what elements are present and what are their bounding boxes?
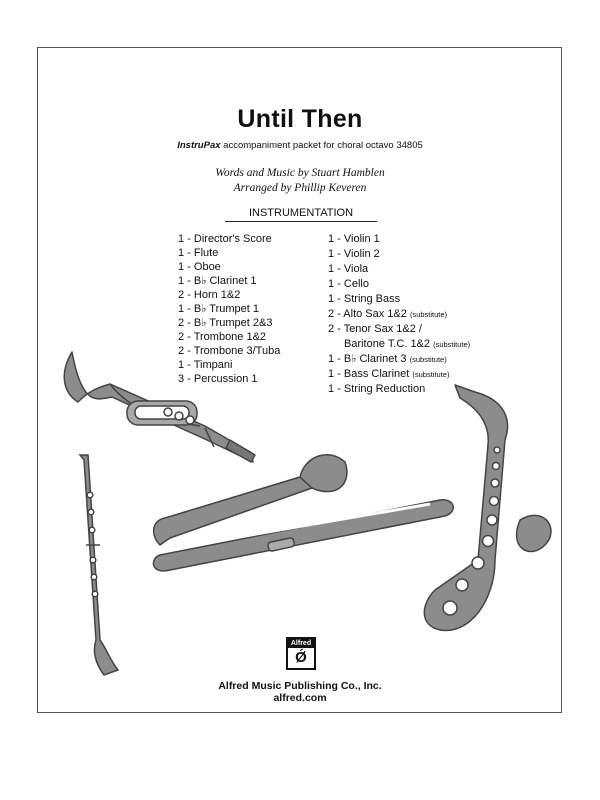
arranger-credit: Arranged by Phillip Keveren [233,182,367,194]
page-title: Until Then [237,105,363,133]
brand-name: InstruPax [177,140,221,151]
list-item: 1 - Cello [328,278,369,290]
publisher-block [0,680,600,704]
list-item: 2 - Trombone 1&2 [178,331,267,343]
publisher-url[interactable]: alfred.com [273,692,327,704]
list-item: 1 - Violin 2 [328,248,380,260]
list-item: 1 - Timpani [178,359,233,371]
list-item: 2 - Horn 1&2 [178,289,241,301]
list-item: 1 - Director's Score [178,233,272,245]
list-item: Baritone T.C. 1&2 (substitute) [344,338,471,350]
list-item: 1 - String Reduction [328,383,426,395]
list-item: 2 - Tenor Sax 1&2 / [328,323,422,335]
list-item: 1 - Violin 1 [328,233,380,245]
list-item: 1 - String Bass [328,293,401,305]
list-item: 1 - Bass Clarinet (substitute) [328,368,450,380]
alfred-logo: Alfred Ǿ [286,637,316,670]
list-item: 1 - B♭ Clarinet 1 [178,275,257,287]
list-item: 1 - B♭ Clarinet 3 (substitute) [328,353,447,365]
words-music-credit: Words and Music by Stuart Hamblen [215,167,385,179]
clarinet-icon [80,455,118,675]
trumpet-icon [64,352,255,462]
subtitle-text: accompaniment packet for choral octavo 34805 [220,140,423,151]
list-item: 1 - B♭ Trumpet 1 [178,303,259,315]
instrumentation-heading: INSTRUMENTATION [225,207,377,222]
list-item: 2 - B♭ Trumpet 2&3 [178,317,273,329]
list-item: 2 - Alto Sax 1&2 (substitute) [328,308,448,320]
list-item: 1 - Oboe [178,261,221,273]
publisher-name: Alfred Music Publishing Co., Inc. [218,680,382,692]
list-item: 1 - Viola [328,263,369,275]
list-item: 2 - Trombone 3/Tuba [178,345,281,357]
list-item: 1 - Flute [178,247,219,259]
list-item: 3 - Percussion 1 [178,373,258,385]
trombone-icon [153,455,453,571]
